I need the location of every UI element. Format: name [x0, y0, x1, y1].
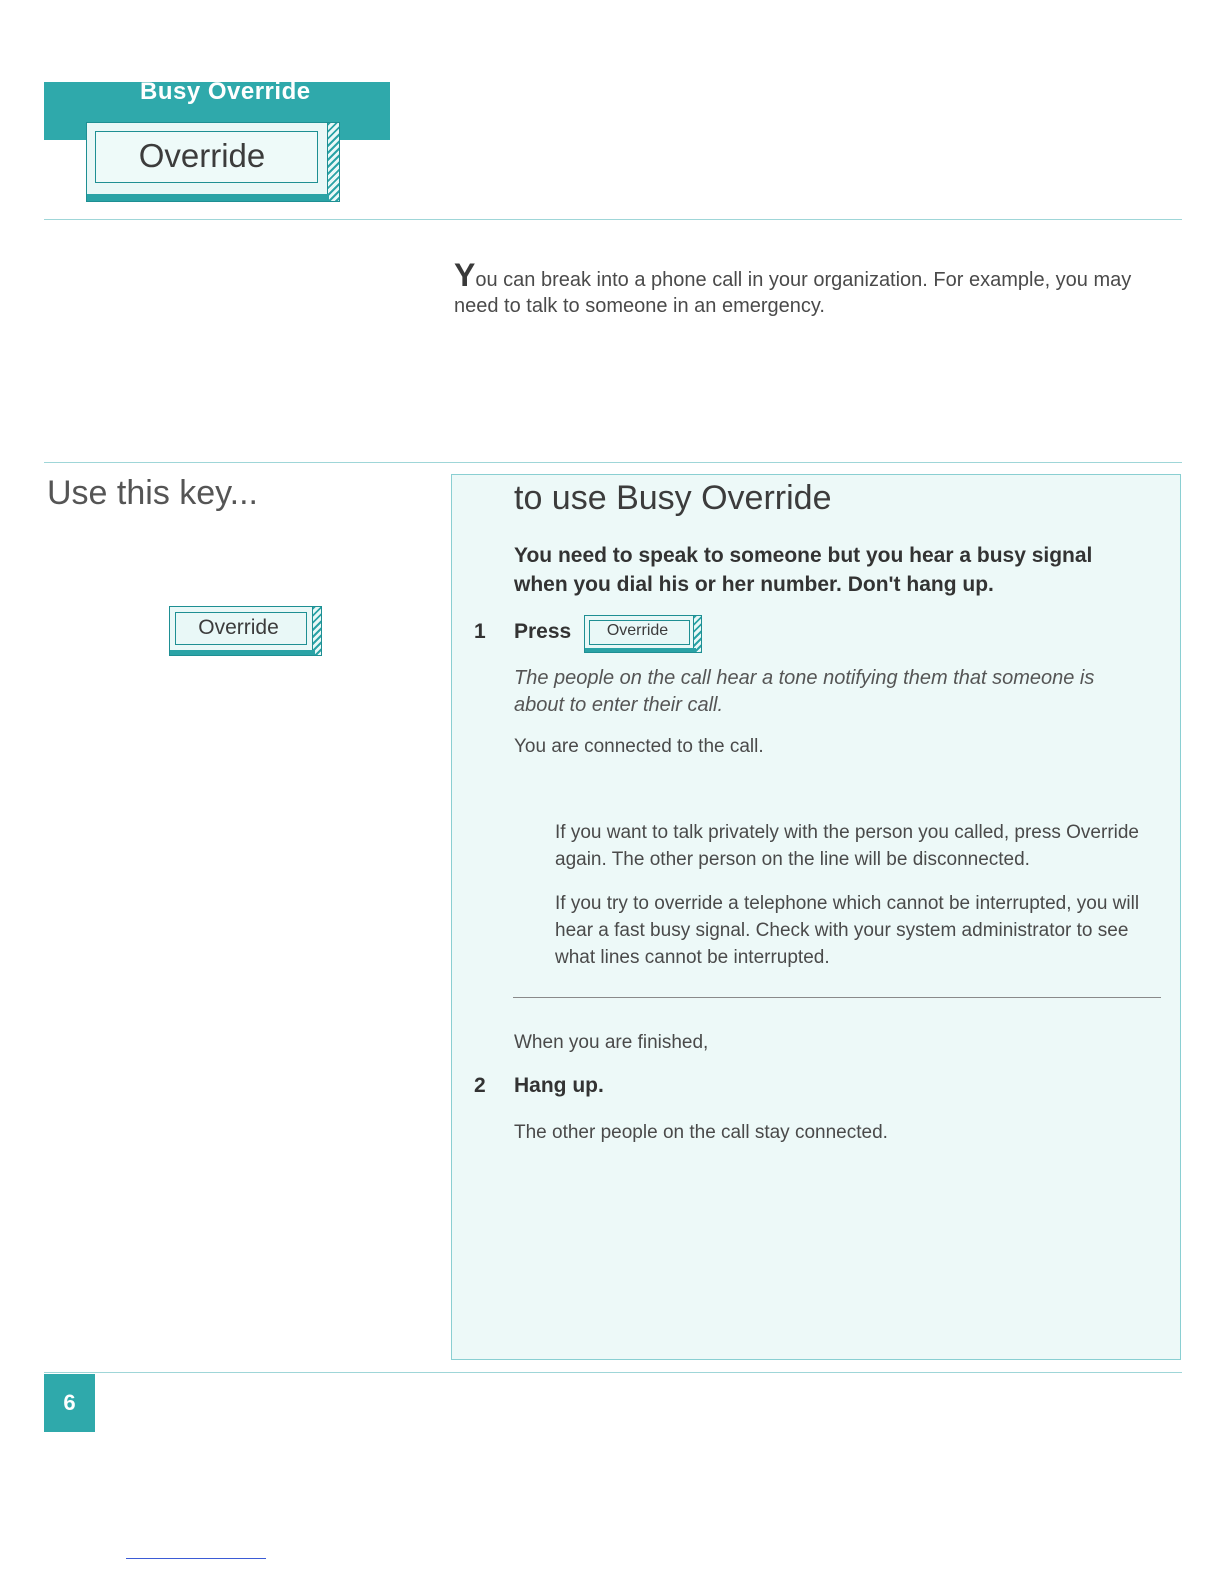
panel-lead: You need to speak to someone but you hear a busy signal when you dial his or her number. Don't hang up. [514, 544, 1093, 596]
step-1-result: You are connected to the call. [514, 736, 764, 757]
tip-private-talk: If you want to talk privately with the person you called, press Override again. The other person on the line will be disconnected. [555, 822, 1139, 870]
page-number: 6 [44, 1374, 95, 1432]
intro-dropcap: Y [454, 257, 476, 293]
override-key-large-label: Override [138, 137, 266, 174]
instruction-panel [451, 474, 1181, 1360]
step-2-number: 2 [474, 1074, 486, 1097]
intro-paragraph [454, 257, 1154, 319]
panel-divider [513, 997, 1161, 998]
step-1-number: 1 [474, 620, 486, 643]
panel-title: to use Busy Override [514, 479, 832, 517]
override-key-medium-label: Override [198, 616, 279, 639]
override-key-small [584, 615, 702, 653]
override-key-small-label: Override [606, 622, 669, 639]
intro-text: ou can break into a phone call in your organization. For example, you may need to talk to someone in an emergency. [454, 269, 1132, 317]
section-title: Busy Override [140, 78, 311, 105]
header-rule [44, 219, 1182, 220]
finished-text: When you are finished, [514, 1032, 709, 1053]
override-key-medium [169, 606, 322, 656]
step-2-action: Hang up. [514, 1074, 604, 1097]
tip-uninterruptible: If you try to override a telephone which cannot be interrupted, you will hear a fast busy signal. Check with your system administrator to see what lines cannot be interrupted. [555, 893, 1140, 968]
footer-rule [44, 1372, 1182, 1373]
override-key-large [86, 122, 340, 202]
step-1-action: Press [514, 620, 572, 643]
step-2-result: The other people on the call stay connected. [514, 1122, 888, 1143]
section-rule [44, 462, 1182, 463]
footer-link-line [126, 1558, 266, 1559]
step-1-note: The people on the call hear a tone notifying them that someone is about to enter their call. [514, 667, 1095, 716]
use-this-key-heading: Use this key... [47, 474, 258, 512]
